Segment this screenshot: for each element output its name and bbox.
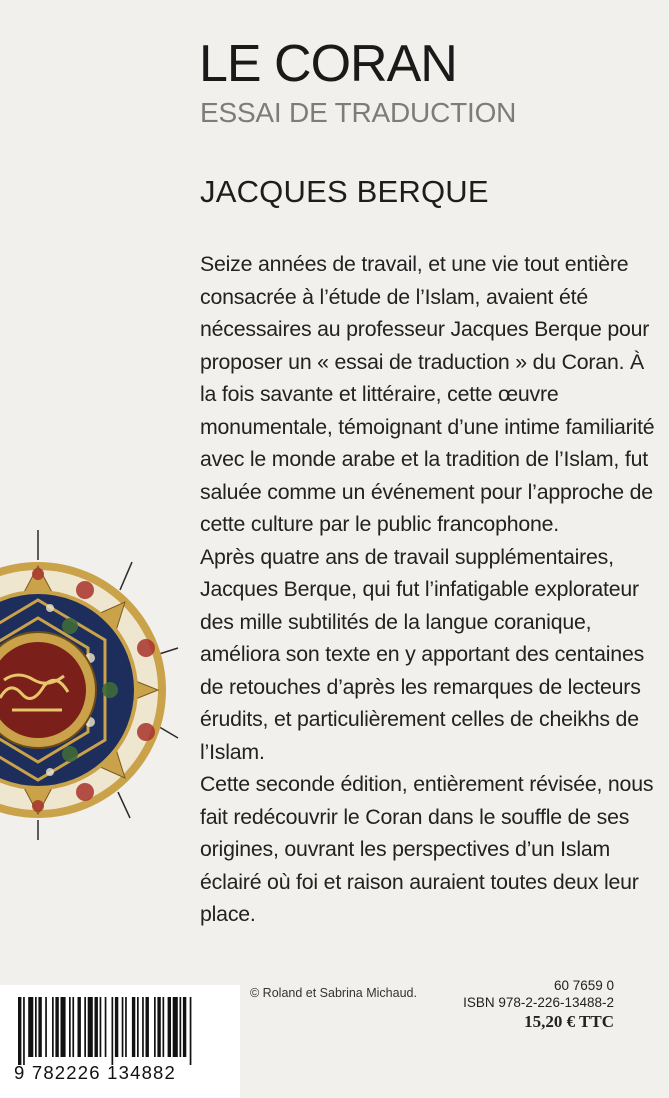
blurb-paragraph-2: Après quatre ans de travail supplémentaires, Jacques Berque, qui fut l’infatigable explorateur des mille subtilités de la langue coranique, améliora son texte en y apportant des centaines de retouches d’après les remarques de lecteurs érudits, et particulièrement celles de cheikhs de l’Islam. <box>200 544 645 764</box>
barcode-bar <box>28 997 33 1057</box>
barcode-bar <box>142 997 144 1057</box>
barcode-bar <box>132 997 135 1057</box>
barcode-bar <box>45 997 47 1057</box>
barcode-bar <box>137 997 139 1057</box>
barcode-bar <box>38 997 41 1057</box>
barcode-bar <box>168 997 171 1057</box>
author-name: JACQUES BERQUE <box>200 174 489 209</box>
barcode-bar <box>173 997 178 1057</box>
product-code: 60 7659 0 <box>553 978 614 993</box>
barcode-bar <box>115 997 118 1057</box>
barcode-bar <box>35 997 37 1057</box>
price: 15,20 € TTC <box>524 1012 614 1031</box>
barcode-bar <box>78 997 81 1057</box>
barcode-bar <box>88 997 93 1057</box>
barcode-bar <box>183 997 186 1057</box>
islamic-rosette-icon <box>0 530 180 840</box>
barcode-bar <box>61 997 66 1057</box>
barcode-bar <box>72 997 74 1057</box>
price-block <box>463 977 614 1030</box>
barcode-bar <box>163 997 165 1057</box>
barcode-bar <box>146 997 149 1057</box>
barcode-bar <box>157 997 160 1057</box>
blurb-paragraph-3: Cette seconde édition, entièrement révisée, nous fait redécouvrir le Coran dans le souffle de ses origines, ouvrant les perspectives d’un Islam éclairé où foi et raison auraient toutes deux leur place. <box>200 772 654 926</box>
barcode-bar <box>190 997 192 1065</box>
barcode-bar <box>122 997 124 1057</box>
barcode-number: 9 782226 134882 <box>14 1062 177 1083</box>
book-title: LE CORAN <box>199 35 457 93</box>
barcode-bar <box>105 997 107 1057</box>
blurb-paragraph-1: Seize années de travail, et une vie tout entière consacrée à l’étude de l’Islam, avaient été nécessaires au professeur Jacques Berque pour proposer un « essai de traduction » du Coran. À la fois savante et littéraire, cette œuvre monumentale, témoignant d’une intime familiarité avec le monde arabe et la tradition de l’Islam, fut saluée comme un événement pour l’approche de cette culture par le public francophone. <box>200 252 655 536</box>
photo-credit: © Roland et Sabrina Michaud. <box>250 986 417 1000</box>
barcode-bar <box>84 997 86 1057</box>
back-cover-blurb <box>200 248 660 931</box>
barcode-bar <box>55 997 58 1057</box>
barcode-bar <box>125 997 127 1057</box>
barcode-bar <box>100 997 102 1057</box>
barcode-bar <box>18 997 21 1065</box>
barcode-bar <box>112 997 114 1065</box>
book-subtitle: ESSAI DE TRADUCTION <box>200 97 517 128</box>
barcode-bar <box>23 997 25 1065</box>
barcode-bar <box>154 997 156 1057</box>
barcode-bar <box>69 997 71 1057</box>
barcode-bar <box>52 997 54 1057</box>
barcode-bar <box>180 997 182 1057</box>
barcode-bar <box>95 997 98 1057</box>
isbn: ISBN 978-2-226-13488-2 <box>463 995 614 1010</box>
